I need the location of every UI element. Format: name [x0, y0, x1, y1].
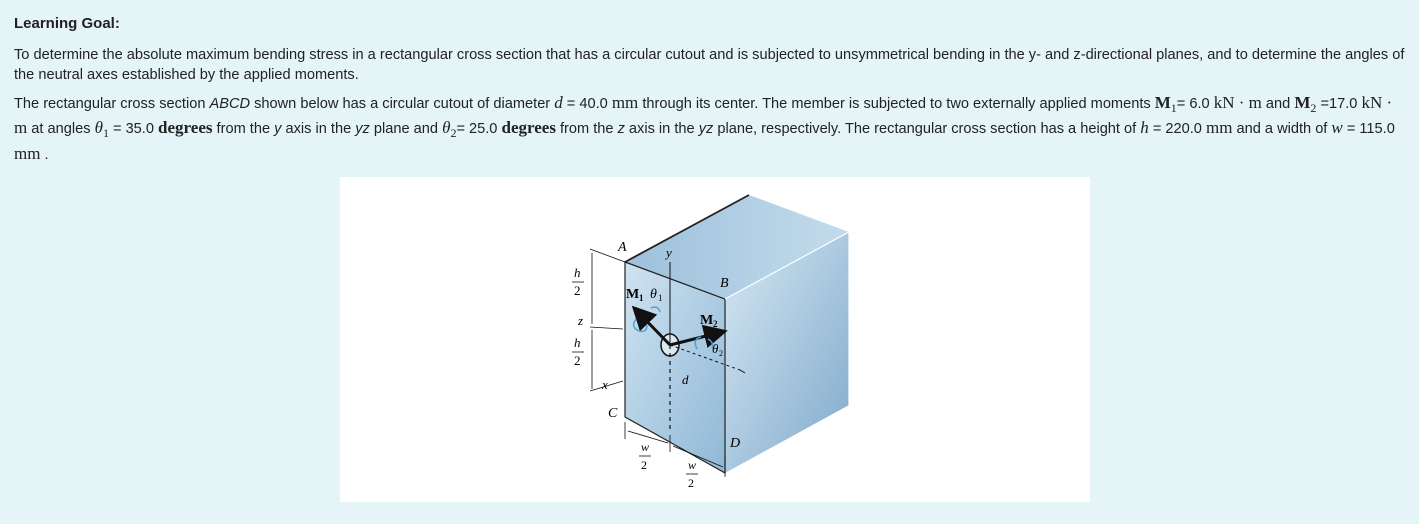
- dim-h-lower-num: h: [574, 335, 581, 350]
- dim-h-upper-den: 2: [574, 283, 581, 298]
- yz-plane-ref: yz: [355, 121, 370, 138]
- moment1-symbol: M: [1154, 93, 1171, 112]
- moment2-label: M: [700, 313, 714, 328]
- diameter-unit: mm: [611, 93, 639, 112]
- width-unit: mm: [14, 143, 41, 163]
- problem-text: axis in the: [281, 121, 356, 138]
- problem-text: from the: [555, 121, 618, 138]
- problem-text: axis in the: [624, 121, 699, 138]
- axis-label-y: y: [666, 245, 672, 260]
- problem-text: from the: [212, 121, 275, 138]
- theta1-symbol: θ: [94, 118, 103, 138]
- y-axis-ref: y: [274, 121, 282, 138]
- corner-label-d: D: [730, 436, 741, 451]
- problem-text: and: [1261, 96, 1295, 112]
- moment1-subscript: 1: [1170, 100, 1177, 115]
- problem-text: The rectangular cross section: [14, 96, 210, 112]
- cross-section-diagram: [340, 177, 1090, 502]
- dim-w-right-den: 2: [688, 476, 694, 490]
- height-value: = 220.0: [1148, 121, 1206, 138]
- dim-mid-extension: [590, 327, 623, 329]
- cross-section-figure: [340, 177, 1090, 502]
- corner-label-c: C: [608, 406, 618, 421]
- moment1-label: M: [626, 287, 640, 302]
- moment2-symbol: M: [1294, 93, 1311, 112]
- diameter-label: d: [682, 372, 689, 387]
- axis-label-z: z: [578, 313, 584, 328]
- moment1-label-sub: 1: [639, 293, 644, 303]
- theta2-value: = 25.0: [456, 121, 502, 138]
- moment2-subscript: 2: [1310, 100, 1317, 115]
- dim-h-lower-den: 2: [574, 353, 581, 368]
- problem-text: shown below has a circular cutout of diameter: [250, 96, 555, 112]
- moment2-value: =17.0: [1316, 96, 1362, 112]
- theta1-value: = 35.0: [108, 121, 159, 138]
- theta2-label: θ: [712, 341, 719, 356]
- moment1-unit: kN · m: [1213, 93, 1262, 112]
- yz-plane-ref: yz: [698, 121, 714, 138]
- learning-goal-heading: Learning Goal:: [14, 15, 120, 32]
- diameter-value: = 40.0: [562, 96, 612, 112]
- theta2-subscript: 2: [450, 126, 457, 141]
- diameter-symbol: d: [554, 93, 563, 112]
- theta2-unit: degrees: [501, 118, 556, 138]
- dim-w-left-den: 2: [641, 458, 647, 472]
- section-name: ABCD: [209, 96, 251, 112]
- width-value: = 115.0: [1342, 121, 1395, 138]
- problem-text: through its center. The member is subjected to two externally applied moments: [638, 96, 1155, 112]
- problem-text: at angles: [27, 121, 95, 138]
- axis-label-x: x: [602, 377, 608, 392]
- theta2-symbol: θ: [442, 118, 451, 138]
- dim-w-right-num: w: [688, 458, 697, 472]
- problem-text: plane and: [369, 121, 443, 138]
- dim-h-upper-num: h: [574, 265, 581, 280]
- height-unit: mm: [1205, 118, 1233, 138]
- height-symbol: h: [1140, 118, 1149, 138]
- theta1-unit: degrees: [158, 118, 213, 138]
- corner-label-a: A: [618, 240, 627, 255]
- theta1-label-sub: 1: [658, 293, 663, 303]
- moment2-unit: kN · m: [14, 93, 1393, 138]
- theta1-label: θ: [650, 287, 657, 302]
- moment2-label-sub: 2: [713, 319, 718, 329]
- problem-paragraph: [14, 93, 1407, 165]
- problem-text: and a width of: [1232, 121, 1332, 138]
- theta2-label-sub: 2: [719, 349, 723, 358]
- z-axis-ref: z: [617, 121, 625, 138]
- problem-text: plane, respectively. The rectangular cross section has a height of: [713, 121, 1141, 138]
- width-symbol: w: [1331, 118, 1343, 138]
- goal-paragraph: To determine the absolute maximum bending stress in a rectangular cross section that has a circular cutout and is subjected to unsymmetrical bending in the y- and z-directional planes, and to determine the angles of the neutral axes established by the applied moments.: [14, 47, 1405, 83]
- dim-w-left-num: w: [641, 440, 650, 454]
- corner-label-b: B: [720, 276, 729, 291]
- problem-text: .: [40, 146, 49, 163]
- theta1-subscript: 1: [102, 126, 109, 141]
- moment1-value: = 6.0: [1176, 96, 1214, 112]
